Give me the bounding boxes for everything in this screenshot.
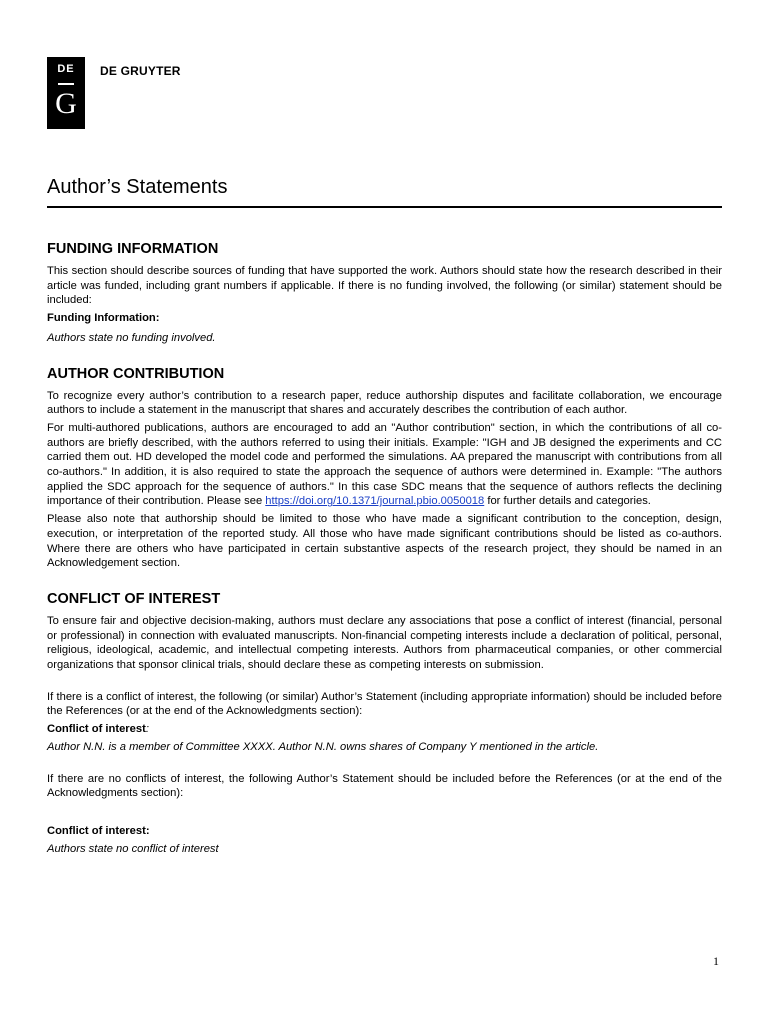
contribution-p2-tail: for further details and categories. bbox=[487, 495, 651, 508]
conflict-label-1-colon: : bbox=[145, 723, 149, 736]
de-gruyter-logo bbox=[47, 57, 85, 129]
conflict-heading: CONFLICT OF INTEREST bbox=[47, 590, 221, 607]
conflict-paragraph-3: If there are no conflicts of interest, the following Author’s Statement should be included before the References (or at the end of the Acknowledgments section): bbox=[47, 772, 722, 800]
contribution-paragraph-3: Please also note that authorship should be limited to those who have made a significant contribution to the conception, design, execution, or interpretation of the reported study. All those who have made significant contributions should be listed as co-authors. Where there are others who have participated in certain substantive aspects of the research project, they should be named in an Acknowledgement section. bbox=[47, 513, 722, 570]
brand-name: DE GRUYTER bbox=[100, 64, 181, 78]
conflict-label-1-text: Conflict of interest bbox=[47, 723, 146, 736]
paragraph-spacer bbox=[47, 676, 722, 690]
logo-g-letter: G bbox=[55, 87, 77, 120]
section-spacer bbox=[47, 349, 722, 365]
doi-link[interactable]: https://doi.org/10.1371/journal.pbio.0050018 bbox=[265, 495, 485, 508]
page-title: Author’s Statements bbox=[47, 176, 228, 198]
conflict-paragraph-1: To ensure fair and objective decision-making, authors must declare any associations that pose a conflict of interest (financial, personal or professional) in connection with evaluated manuscripts. Non-financial competing interests include a declaration of political, personal, religious, ideological, academic, and intellectual competing interests. Authors from pharmaceutical companies, or other commercial organizations that sponsor clinical trials, should declare these as competing interests on submission. bbox=[47, 614, 722, 672]
conflict-label-2: Conflict of interest: bbox=[47, 824, 150, 837]
document-body bbox=[47, 240, 722, 859]
contribution-paragraph-1: To recognize every author’s contribution to a research paper, reduce authorship disputes and facilitate collaboration, we encourage authors to include a statement in the manuscript that shares and accurately describes the contribution of each author. bbox=[47, 389, 722, 417]
contribution-heading: AUTHOR CONTRIBUTION bbox=[47, 365, 225, 382]
funding-heading: FUNDING INFORMATION bbox=[47, 241, 219, 257]
funding-example: Authors state no funding involved. bbox=[47, 331, 216, 344]
section-spacer bbox=[47, 574, 722, 590]
contribution-section bbox=[47, 365, 722, 571]
conflict-label-1 bbox=[47, 722, 722, 737]
conflict-example-2: Authors state no conflict of interest bbox=[47, 842, 219, 855]
title-divider bbox=[47, 206, 722, 208]
conflict-paragraph-2: If there is a conflict of interest, the following (or similar) Author’s Statement (including appropriate information) should be included before the References (or at the end of the Acknowledgments section): bbox=[47, 690, 722, 718]
contribution-p2-text: For multi-authored publications, authors are encouraged to add an "Author contribution" section, in which the contributions of all co-authors are briefly described, with the authors referred to using their initials. Example: "IGH and JB designed the experiments and CC carried them out. HD developed the model code and performed the simulations. AA prepared the manuscript with contributions from all co-authors." In addition, it is also required to state the approach the sequence of authors were determined in. Example: "The authors applied the SDC approach for the sequence of authors." In this case SDC means that the sequence of authors reflects the declining importance of their contribution. Please see bbox=[47, 421, 722, 508]
logo-divider bbox=[58, 83, 74, 85]
funding-section bbox=[47, 240, 722, 346]
paragraph-spacer bbox=[47, 758, 722, 772]
logo-de-text: DE bbox=[57, 63, 75, 75]
funding-body: This section should describe sources of funding that have supported the work. Authors should state how the research described in their article was funded, including grant numbers if applicable. If there is no funding involved, the following (or similar) statement should be included: bbox=[47, 265, 722, 307]
contribution-paragraph-2 bbox=[47, 421, 722, 509]
conflict-section bbox=[47, 590, 722, 856]
page-number: 1 bbox=[713, 954, 719, 968]
conflict-example-1: Author N.N. is a member of Committee XXXX. Author N.N. owns shares of Company Y mentioned in the article. bbox=[47, 740, 599, 753]
paragraph-spacer bbox=[47, 804, 722, 824]
funding-label: Funding Information: bbox=[47, 312, 160, 325]
